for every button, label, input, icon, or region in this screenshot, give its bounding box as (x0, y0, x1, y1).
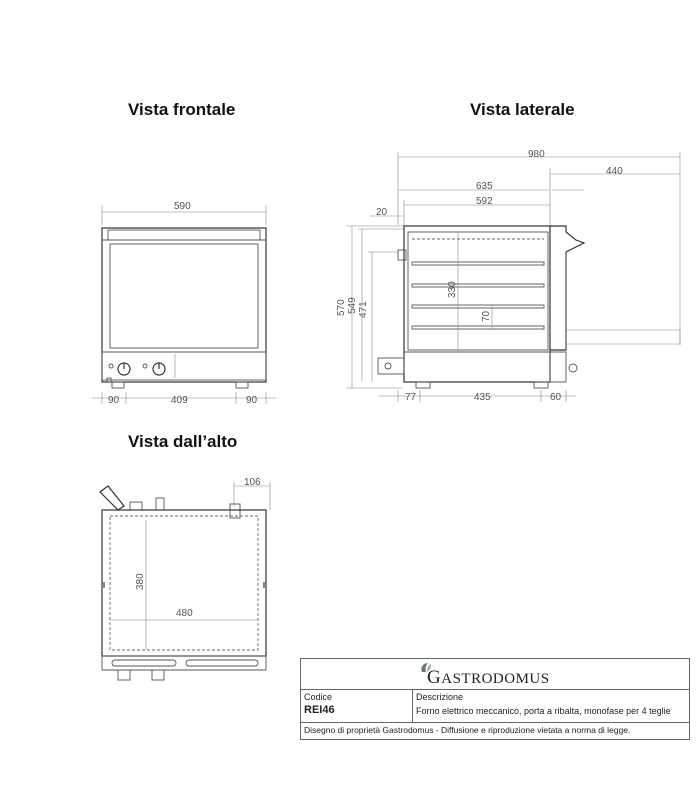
side-dim-592: 592 (476, 196, 493, 207)
side-dim-h549: 549 (347, 297, 358, 314)
top-view (100, 477, 270, 680)
code-label: Codice (304, 692, 333, 702)
front-view-title: Vista frontale (128, 100, 236, 119)
front-dim-right: 90 (246, 395, 258, 406)
side-dim-b435: 435 (474, 392, 491, 403)
side-dim-h330: 330 (447, 281, 458, 298)
description-value: Forno elettrico meccanico, porta a ribalta, monofase per 4 teglie (416, 706, 671, 716)
brand-rest: ASTRODOMUS (441, 671, 550, 687)
brand-initial: G (427, 667, 442, 688)
side-dim-h70: 70 (481, 310, 492, 322)
info-row (301, 690, 689, 723)
description-label: Descrizione (416, 692, 464, 702)
front-dim-left: 90 (108, 395, 120, 406)
side-dim-b77: 77 (405, 392, 417, 403)
side-view-title: Vista laterale (470, 100, 575, 119)
side-dim-h570: 570 (336, 299, 347, 316)
front-view (92, 201, 276, 406)
top-dim-480: 480 (176, 608, 193, 619)
top-dim-106: 106 (244, 477, 261, 488)
side-dim-20: 20 (376, 207, 388, 218)
top-view-title: Vista dall’alto (128, 432, 238, 451)
logo-row (301, 659, 689, 690)
code-cell (301, 690, 413, 722)
side-dim-635: 635 (476, 181, 493, 192)
top-dim-380: 380 (135, 573, 146, 590)
title-block (300, 658, 690, 740)
side-dim-total: 980 (528, 149, 545, 160)
brand-logo (427, 667, 550, 689)
ownership-notice: Disegno di proprietà Gastrodomus - Diffusione e riproduzione vietata a norma di legge. (304, 725, 631, 735)
side-dim-door: 440 (606, 166, 623, 177)
description-cell (413, 690, 689, 722)
front-dim-center: 409 (171, 395, 188, 406)
front-dim-width: 590 (174, 201, 191, 212)
side-view (336, 149, 680, 403)
side-dim-b60: 60 (550, 392, 562, 403)
side-dim-h471: 471 (358, 301, 369, 318)
code-value: REI46 (304, 704, 335, 716)
